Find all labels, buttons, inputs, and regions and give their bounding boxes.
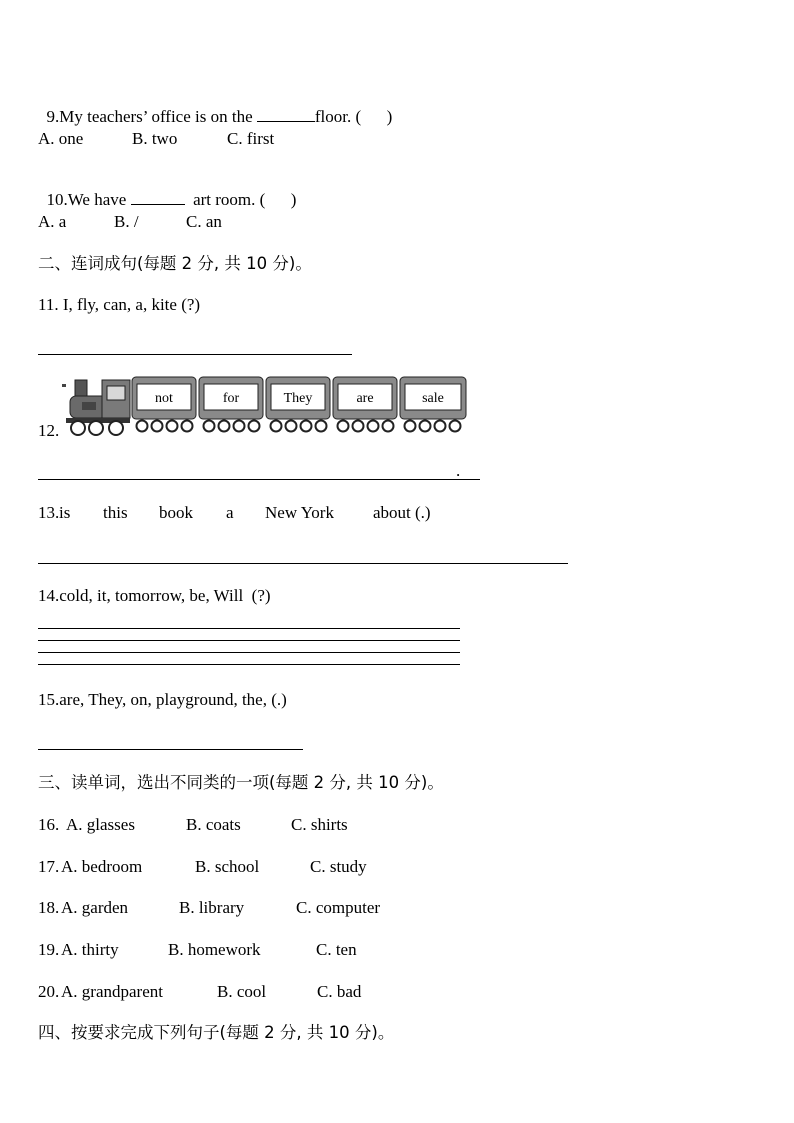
question-15: 15.are, They, on, playground, the, (.): [38, 690, 287, 709]
answer-line[interactable]: [38, 354, 352, 355]
question-13-word: is: [59, 503, 71, 522]
question-13-number: 13.: [38, 503, 60, 522]
answer-blank[interactable]: [257, 107, 315, 122]
question-20-option-a: A. grandparent: [61, 982, 163, 1001]
question-9-option-c: C. first: [227, 129, 275, 148]
question-14: 14.cold, it, tomorrow, be, Will (?): [38, 586, 271, 605]
train-word-3: They: [283, 391, 313, 406]
question-19-option-b: B. homework: [168, 940, 261, 959]
question-12-end-mark: .: [456, 461, 461, 480]
question-10-suffix: art room. ( ): [184, 190, 297, 209]
question-17-number: 17.: [38, 857, 60, 876]
question-19-option-c: C. ten: [316, 940, 357, 959]
question-16-option-b: B. coats: [186, 815, 241, 834]
answer-line[interactable]: [38, 749, 303, 750]
question-16-number: 16.: [38, 815, 60, 834]
question-10: [38, 170, 296, 210]
question-9-option-b: B. two: [132, 129, 178, 148]
answer-line[interactable]: [38, 664, 460, 665]
question-9-suffix: floor. ( ): [314, 107, 393, 126]
answer-blank[interactable]: [131, 190, 185, 205]
question-16-option-a: A. glasses: [66, 815, 135, 834]
question-9-prefix: 9.My teachers’ office is on the: [46, 107, 257, 126]
train-word-2: for: [222, 391, 240, 406]
question-19-number: 19.: [38, 940, 60, 959]
question-20-option-c: C. bad: [317, 982, 362, 1001]
train-word-4: are: [356, 391, 374, 406]
section-3-heading: 三、读单词，选出不同类的一项(每题 2 分, 共 10 分)。: [38, 773, 444, 792]
answer-line[interactable]: [38, 563, 568, 564]
train-illustration: [62, 376, 472, 438]
locomotive-icon: [62, 380, 130, 435]
question-13-word: a: [226, 503, 234, 522]
answer-line[interactable]: [38, 652, 460, 653]
answer-line[interactable]: [38, 628, 460, 629]
question-9-option-a: A. one: [38, 129, 84, 148]
question-20-option-b: B. cool: [217, 982, 267, 1001]
question-10-prefix: 10.We have: [46, 190, 131, 209]
question-20-number: 20.: [38, 982, 60, 1001]
question-10-option-a: A. a: [38, 212, 67, 231]
question-19-option-a: A. thirty: [61, 940, 119, 959]
question-10-option-c: C. an: [186, 212, 222, 231]
question-9: [38, 87, 392, 127]
answer-line[interactable]: [38, 479, 480, 480]
question-10-option-b: B. /: [114, 212, 139, 231]
question-17-option-a: A. bedroom: [61, 857, 143, 876]
question-16-option-c: C. shirts: [291, 815, 348, 834]
section-2-heading: 二、连词成句(每题 2 分, 共 10 分)。: [38, 254, 312, 273]
question-18-option-a: A. garden: [61, 898, 129, 917]
question-18-option-c: C. computer: [296, 898, 381, 917]
question-13-word: about (.): [373, 503, 431, 522]
question-18-option-b: B. library: [179, 898, 245, 917]
question-11: 11. I, fly, can, a, kite (?): [38, 295, 201, 314]
section-4-heading: 四、按要求完成下列句子(每题 2 分, 共 10 分)。: [38, 1023, 395, 1042]
question-13-word: New York: [265, 503, 334, 522]
question-17-option-b: B. school: [195, 857, 260, 876]
question-13-word: book: [159, 503, 193, 522]
question-17-option-c: C. study: [310, 857, 367, 876]
question-13-word: this: [103, 503, 128, 522]
question-18-number: 18.: [38, 898, 60, 917]
answer-line[interactable]: [38, 640, 460, 641]
train-word-5: sale: [422, 391, 444, 406]
train-word-1: not: [155, 391, 173, 406]
question-12-number: 12.: [38, 421, 60, 440]
